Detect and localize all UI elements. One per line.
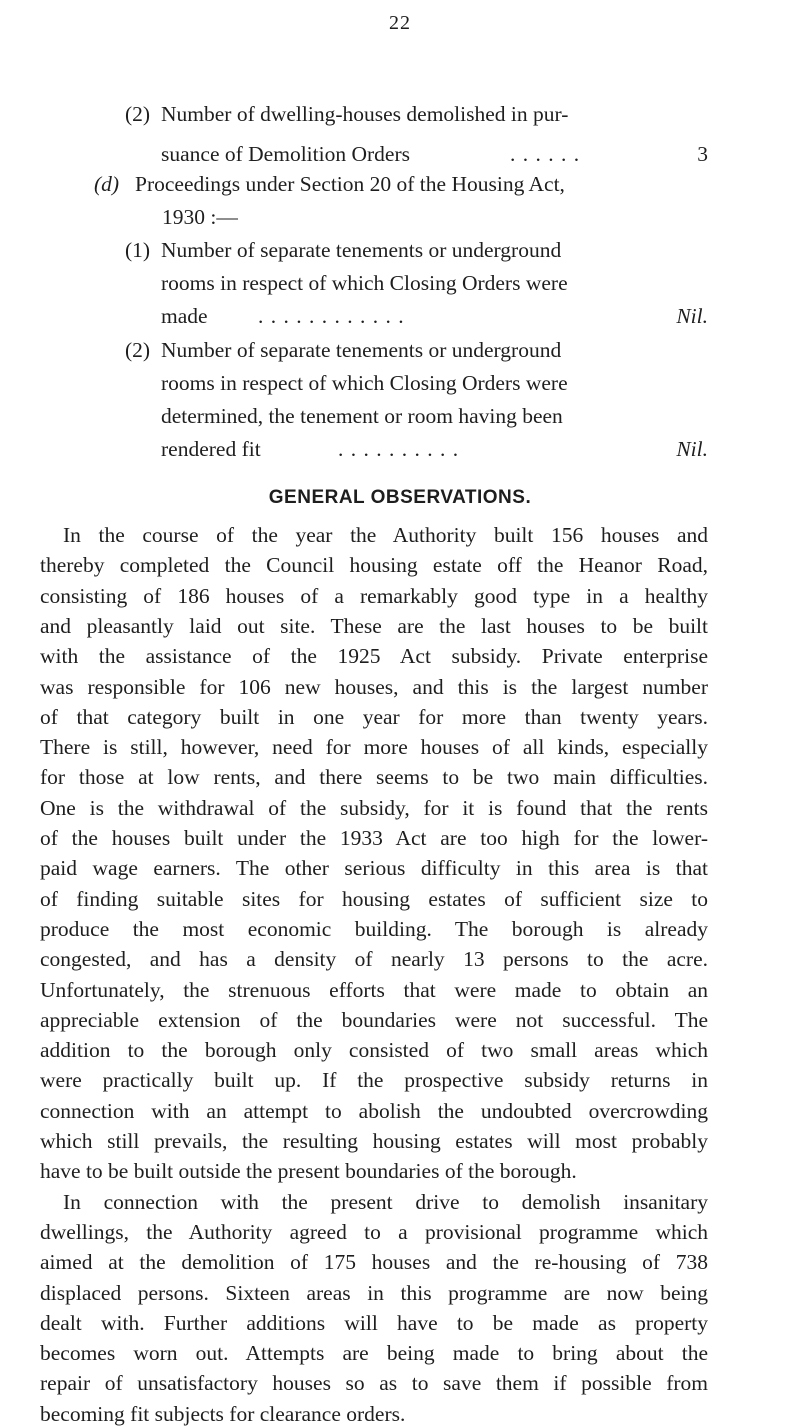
page-number: 22 — [389, 12, 411, 34]
p1-line: paid wage earners. The other serious difficulty in this area is that — [40, 856, 708, 881]
p1-line: of finding suitable sites for housing estates of sufficient size to — [40, 886, 708, 911]
section-heading: GENERAL OBSERVATIONS. — [268, 487, 532, 508]
item-d-sub1-value: Nil. — [676, 304, 708, 328]
p1-line: for those at low rents, and there seems to be two main difficulties. — [40, 765, 708, 790]
item-c2-line2: suance of Demolition Orders — [161, 142, 410, 166]
p1-line: have to be built outside the present boundaries of the borough. — [40, 1159, 577, 1184]
p1-line: of the houses built under the 1933 Act are too high for the lower- — [40, 826, 708, 850]
item-d-line2: 1930 :— — [162, 205, 238, 229]
item-d-line1: Proceedings under Section 20 of the Housing Act, — [135, 172, 565, 196]
item-d-sub1-line3: made — [161, 304, 208, 328]
p2-line: In connection with the present drive to demolish insanitary — [63, 1189, 708, 1214]
item-d-sub2-value: Nil. — [676, 437, 708, 461]
p1-line: consisting of 186 houses of a remarkably good type in a healthy — [40, 583, 708, 608]
item-d-sub1-leader: . . . . . . . . . . . . — [258, 304, 405, 328]
p1-line: thereby completed the Council housing estate off the Heanor Road, — [40, 553, 708, 578]
p1-line: congested, and has a density of nearly 13 persons to the acre. — [40, 947, 708, 972]
p1-line: and pleasantly laid out site. These are the last houses to be built — [40, 613, 708, 638]
p1-line: appreciable extension of the boundaries were not successful. The — [40, 1007, 708, 1032]
item-d-label: (d) — [94, 172, 120, 196]
item-c2-value: 3 — [697, 142, 708, 166]
item-d-sub2-line2: rooms in respect of which Closing Orders were — [161, 371, 568, 395]
p1-line: There is still, however, need for more houses of all kinds, especially — [40, 735, 708, 760]
p1-line: were practically built up. If the prospective subsidy returns in — [40, 1068, 708, 1093]
p1-line: which still prevails, the resulting housing estates will most probably — [40, 1129, 708, 1153]
item-d-sub2-line1: Number of separate tenements or underground — [161, 338, 562, 362]
p1-line: was responsible for 106 new houses, and this is the largest number — [40, 674, 708, 699]
p2-line: dwellings, the Authority agreed to a provisional programme which — [40, 1219, 708, 1244]
p2-line: dealt with. Further additions will have to be made as property — [40, 1310, 708, 1335]
p1-line: produce the most economic building. The borough is already — [40, 916, 708, 941]
item-d-sub1-line1: Number of separate tenements or underground — [161, 238, 562, 262]
item-c2-leader: . . . . . . — [510, 142, 581, 166]
item-d-sub2-label: (2) — [125, 338, 151, 362]
p1-line: In the course of the year the Authority built 156 houses and — [63, 523, 708, 547]
item-d-sub2-leader: . . . . . . . . . . — [338, 437, 460, 461]
item-c2-label: (2) — [125, 102, 151, 126]
p1-line: One is the withdrawal of the subsidy, for it is found that the rents — [40, 795, 708, 820]
item-d-sub2-line3: determined, the tenement or room having been — [161, 404, 563, 428]
p1-line: addition to the borough only consisted of two small areas which — [40, 1038, 708, 1063]
p2-line: repair of unsatisfactory houses so as to save them if possible from — [40, 1371, 708, 1396]
p2-line: displaced persons. Sixteen areas in this programme are now being — [40, 1280, 708, 1305]
p1-line: Unfortunately, the strenuous efforts that were made to obtain an — [40, 977, 708, 1002]
p2-line: becomes worn out. Attempts are being made to bring about the — [40, 1341, 708, 1366]
item-d-sub2-line4: rendered fit — [161, 437, 261, 461]
p1-line: connection with an attempt to abolish the undoubted overcrowding — [40, 1098, 708, 1123]
p1-line: with the assistance of the 1925 Act subsidy. Private enterprise — [40, 644, 708, 669]
item-c2-line1: Number of dwelling-houses demolished in pur- — [161, 102, 569, 126]
item-d-sub1-line2: rooms in respect of which Closing Orders were — [161, 271, 568, 295]
item-d-sub1-label: (1) — [125, 238, 151, 262]
p2-line: becoming fit subjects for clearance orders. — [40, 1401, 406, 1426]
p1-line: of that category built in one year for more than twenty years. — [40, 704, 708, 729]
p2-line: aimed at the demolition of 175 houses and the re-housing of 738 — [40, 1250, 708, 1275]
